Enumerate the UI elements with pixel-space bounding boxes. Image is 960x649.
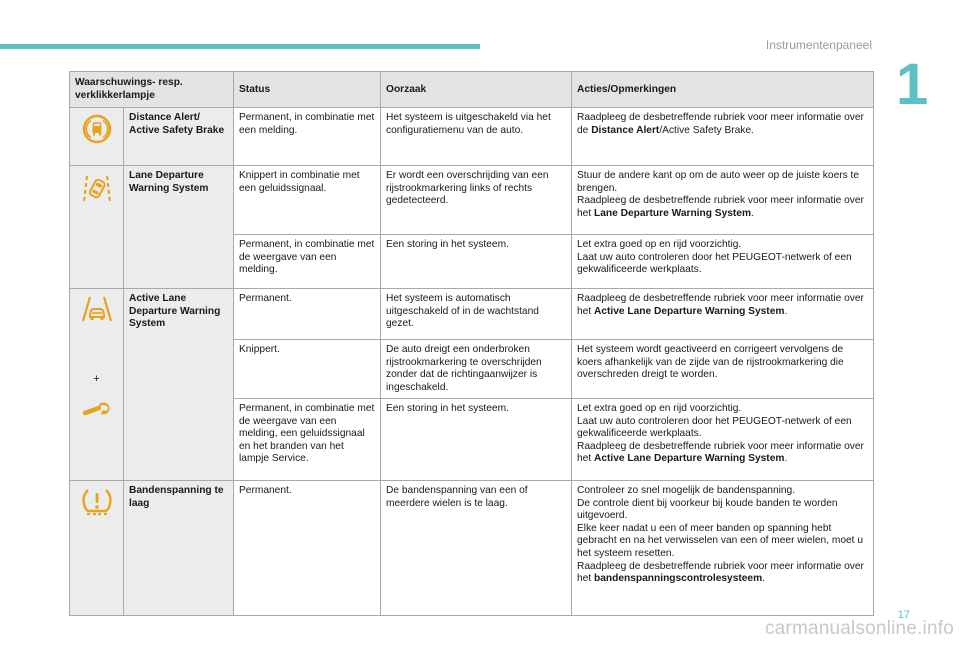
status-cell: Permanent, in combinatie met de weergave van een melding, een geluidssignaal en het branden van het lampje Service. bbox=[234, 399, 381, 481]
status-cell: Knippert in combinatie met een geluidssignaal. bbox=[234, 166, 381, 235]
lamp-icon-cell bbox=[70, 108, 124, 166]
action-cell bbox=[572, 235, 874, 289]
cause-cell: Het systeem is automatisch uitgeschakeld of in de wachtstand gezet. bbox=[381, 289, 572, 340]
status-cell: Permanent. bbox=[234, 481, 381, 616]
action-cell: Het systeem wordt geactiveerd en corrigeert vervolgens de koers afhankelijk van de zijde van de rijstrookmarkering die overschreden dreigt te worden. bbox=[572, 340, 874, 399]
action-text: . bbox=[751, 207, 754, 219]
distance-alert-icon bbox=[82, 114, 112, 144]
lamp-name: Distance Alert/ Active Safety Brake bbox=[124, 108, 234, 166]
column-header-actions: Acties/Opmerkingen bbox=[572, 72, 874, 108]
table-row bbox=[70, 166, 874, 235]
lamp-name: Active Lane Departure Warning System bbox=[124, 289, 234, 481]
action-text: Let extra goed op en rijd voorzichtig. bbox=[577, 403, 742, 414]
action-text: Controleer zo snel mogelijk de bandenspanning. bbox=[577, 485, 796, 496]
cause-cell: Een storing in het systeem. bbox=[381, 235, 572, 289]
cause-cell: Een storing in het systeem. bbox=[381, 399, 572, 481]
action-text: . bbox=[762, 573, 765, 585]
action-text: Raadpleeg de desbetreffende rubriek voor meer informatie over het bbox=[577, 560, 864, 585]
cause-cell: Het systeem is uitgeschakeld via het configuratiemenu van de auto. bbox=[381, 108, 572, 166]
status-cell: Knippert. bbox=[234, 340, 381, 399]
action-text: . bbox=[784, 305, 788, 317]
action-text: Raadpleeg de desbetreffende rubriek voor meer informatie over het bbox=[577, 293, 864, 317]
top-accent-bar bbox=[0, 44, 480, 49]
action-text: Let extra goed op en rijd voorzichtig. bbox=[577, 239, 742, 250]
lamp-name: Bandenspanning te laag bbox=[124, 481, 234, 616]
cause-cell: De bandenspanning van een of meerdere wielen is te laag. bbox=[381, 481, 572, 616]
cause-cell: Er wordt een overschrijding van een rijstrookmarkering links of rechts gedetecteerd. bbox=[381, 166, 572, 235]
action-text: Laat uw auto controleren door het PEUGEOT-netwerk of een gekwalificeerde werkplaats. bbox=[577, 251, 852, 276]
lamp-icon-cell bbox=[70, 166, 124, 289]
action-text: De controle dient bij voorkeur bij koude banden te worden uitgevoerd. bbox=[577, 497, 838, 522]
action-text: Raadpleeg de desbetreffende rubriek voor meer informatie over het bbox=[577, 195, 864, 219]
action-text: Elke keer nadat u een of meer banden op spanning hebt gebracht en na het verwisselen van een of meer wielen, moet u het systeem resetten. bbox=[577, 522, 863, 559]
action-link-text: Active Lane Departure Warning System bbox=[594, 305, 785, 317]
plus-sign: + bbox=[93, 373, 100, 385]
action-text: Stuur de andere kant op om de auto weer op de juiste koers te brengen. bbox=[577, 170, 860, 194]
status-cell: Permanent, in combinatie met de weergave van een melding. bbox=[234, 235, 381, 289]
action-text: Raadpleeg de desbetreffende rubriek voor meer informatie over het bbox=[577, 440, 864, 465]
active-lane-departure-icon bbox=[81, 295, 113, 323]
column-header-cause: Oorzaak bbox=[381, 72, 572, 108]
table-row bbox=[70, 289, 874, 340]
action-link-text: Distance Alert bbox=[591, 124, 660, 136]
tyre-pressure-icon bbox=[81, 487, 113, 517]
action-cell bbox=[572, 166, 874, 235]
action-link-text: Active Lane Departure Warning System bbox=[594, 453, 785, 465]
action-cell bbox=[572, 108, 874, 166]
lane-departure-icon bbox=[82, 172, 112, 206]
page-number: 17 bbox=[897, 609, 910, 621]
lamp-icon-cell bbox=[70, 289, 124, 481]
action-cell bbox=[572, 289, 874, 340]
action-cell bbox=[572, 481, 874, 616]
action-text: Laat uw auto controleren door het PEUGEOT-netwerk of een gekwalificeerde werkplaats. bbox=[577, 415, 852, 440]
table-row bbox=[70, 481, 874, 616]
cause-cell: De auto dreigt een onderbroken rijstrookmarkering te overschrijden zonder dat de richtingaanwijzer is ingeschakeld. bbox=[381, 340, 572, 399]
status-cell: Permanent, in combinatie met een melding. bbox=[234, 108, 381, 166]
table-header-row bbox=[70, 72, 874, 108]
column-header-status: Status bbox=[234, 72, 381, 108]
action-link-text: Lane Departure Warning System bbox=[594, 207, 752, 219]
watermark: carmanualsonline.info bbox=[764, 618, 954, 639]
lamp-name: Lane Departure Warning System bbox=[124, 166, 234, 289]
table-row bbox=[70, 108, 874, 166]
service-wrench-icon bbox=[82, 400, 112, 418]
chapter-number: 1 bbox=[896, 52, 929, 117]
warning-lamps-table bbox=[69, 71, 874, 616]
action-link-text: bandenspanningscontrolesysteem bbox=[594, 573, 763, 585]
status-cell: Permanent. bbox=[234, 289, 381, 340]
action-text: . bbox=[784, 453, 788, 465]
action-text: /Active Safety Brake. bbox=[659, 124, 754, 136]
section-title: Instrumentenpaneel bbox=[765, 38, 872, 52]
lamp-icon-cell bbox=[70, 481, 124, 616]
action-text: Raadpleeg de desbetreffende rubriek voor meer informatie over de bbox=[577, 112, 864, 136]
action-cell bbox=[572, 399, 874, 481]
column-header-lamp: Waarschuwings- resp. verklikkerlampje bbox=[70, 72, 234, 108]
